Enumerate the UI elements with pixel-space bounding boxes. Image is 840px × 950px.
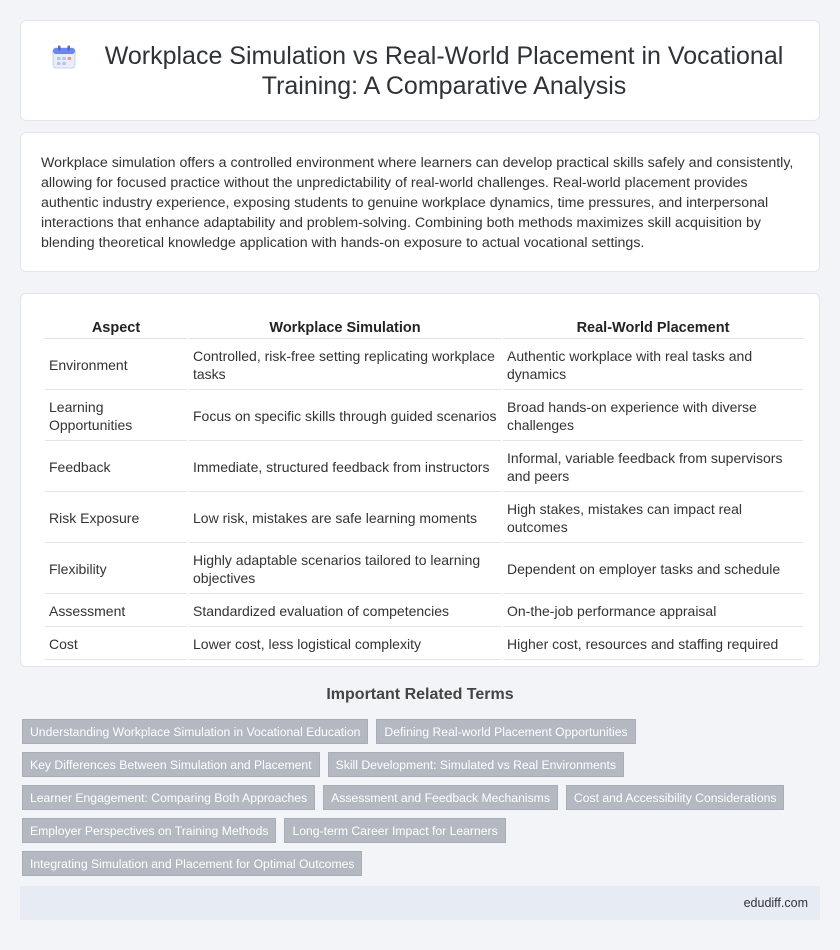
related-term-tag[interactable]: Employer Perspectives on Training Methods	[22, 818, 276, 843]
table-row	[45, 629, 803, 660]
footer-site-link[interactable]: edudiff.com	[743, 896, 808, 910]
aspect-cell: Risk Exposure	[45, 494, 187, 543]
title-card	[20, 20, 820, 121]
aspect-cell: Environment	[45, 341, 187, 390]
aspect-cell: Assessment	[45, 596, 187, 627]
tag-row	[22, 818, 812, 843]
simulation-cell: Lower cost, less logistical complexity	[189, 629, 501, 660]
related-term-tag[interactable]: Cost and Accessibility Considerations	[566, 785, 785, 810]
page-title: Workplace Simulation vs Real-World Placement in Vocational Training: A Comparative Analysis	[104, 41, 784, 100]
tag-row	[22, 752, 812, 777]
simulation-cell: Immediate, structured feedback from instructors	[189, 443, 501, 492]
placement-cell: Authentic workplace with real tasks and dynamics	[503, 341, 803, 390]
header-real-world-placement: Real-World Placement	[503, 316, 803, 339]
tag-row	[22, 851, 812, 876]
table-row	[45, 596, 803, 627]
header-aspect: Aspect	[45, 316, 187, 339]
footer	[20, 886, 820, 920]
related-term-tag[interactable]: Defining Real-world Placement Opportunities	[376, 719, 635, 744]
tag-row	[22, 785, 812, 810]
aspect-cell: Flexibility	[45, 545, 187, 594]
aspect-cell: Learning Opportunities	[45, 392, 187, 441]
table-row	[45, 443, 803, 492]
simulation-cell: Focus on specific skills through guided scenarios	[189, 392, 501, 441]
simulation-cell: Controlled, risk-free setting replicating workplace tasks	[189, 341, 501, 390]
comparison-table	[43, 314, 805, 662]
related-term-tag[interactable]: Key Differences Between Simulation and Placement	[22, 752, 320, 777]
table-header-row	[45, 316, 803, 339]
intro-card	[20, 132, 820, 272]
title-wrapper	[21, 41, 819, 101]
header-workplace-simulation: Workplace Simulation	[189, 316, 501, 339]
placement-cell: Broad hands-on experience with diverse challenges	[503, 392, 803, 441]
simulation-cell: Standardized evaluation of competencies	[189, 596, 501, 627]
placement-cell: High stakes, mistakes can impact real outcomes	[503, 494, 803, 543]
table-row	[45, 341, 803, 390]
related-terms-title: Important Related Terms	[326, 686, 514, 703]
aspect-cell: Feedback	[45, 443, 187, 492]
placement-cell: On-the-job performance appraisal	[503, 596, 803, 627]
simulation-cell: Low risk, mistakes are safe learning moments	[189, 494, 501, 543]
related-term-tag[interactable]: Integrating Simulation and Placement for Optimal Outcomes	[22, 851, 362, 876]
table-row	[45, 392, 803, 441]
related-term-tag[interactable]: Long-term Career Impact for Learners	[284, 818, 505, 843]
aspect-cell: Cost	[45, 629, 187, 660]
comparison-card	[20, 293, 820, 667]
intro-paragraph: Workplace simulation offers a controlled environment where learners can develop practical skills safely and consistently, allowing for focused practice without the unpredictability of real-world challenges. Real-world placement provides authentic industry experience, exposing students to genuine workplace dynamics, time pressures, and interpersonal interactions that enhance adaptability and problem-solving. Combining both methods maximizes skill acquisition by blending theoretical knowledge application with hands-on exposure to actual vocational settings.	[41, 155, 794, 251]
placement-cell: Informal, variable feedback from supervisors and peers	[503, 443, 803, 492]
related-term-tag[interactable]: Assessment and Feedback Mechanisms	[323, 785, 558, 810]
related-term-tag[interactable]: Skill Development: Simulated vs Real Environments	[328, 752, 624, 777]
table-row	[45, 545, 803, 594]
related-term-tag[interactable]: Understanding Workplace Simulation in Vocational Education	[22, 719, 368, 744]
related-terms-list	[22, 719, 812, 884]
placement-cell: Dependent on employer tasks and schedule	[503, 545, 803, 594]
placement-cell: Higher cost, resources and staffing required	[503, 629, 803, 660]
simulation-cell: Highly adaptable scenarios tailored to learning objectives	[189, 545, 501, 594]
calendar-icon	[51, 44, 77, 70]
related-term-tag[interactable]: Learner Engagement: Comparing Both Approaches	[22, 785, 315, 810]
tag-row	[22, 719, 812, 744]
table-row	[45, 494, 803, 543]
